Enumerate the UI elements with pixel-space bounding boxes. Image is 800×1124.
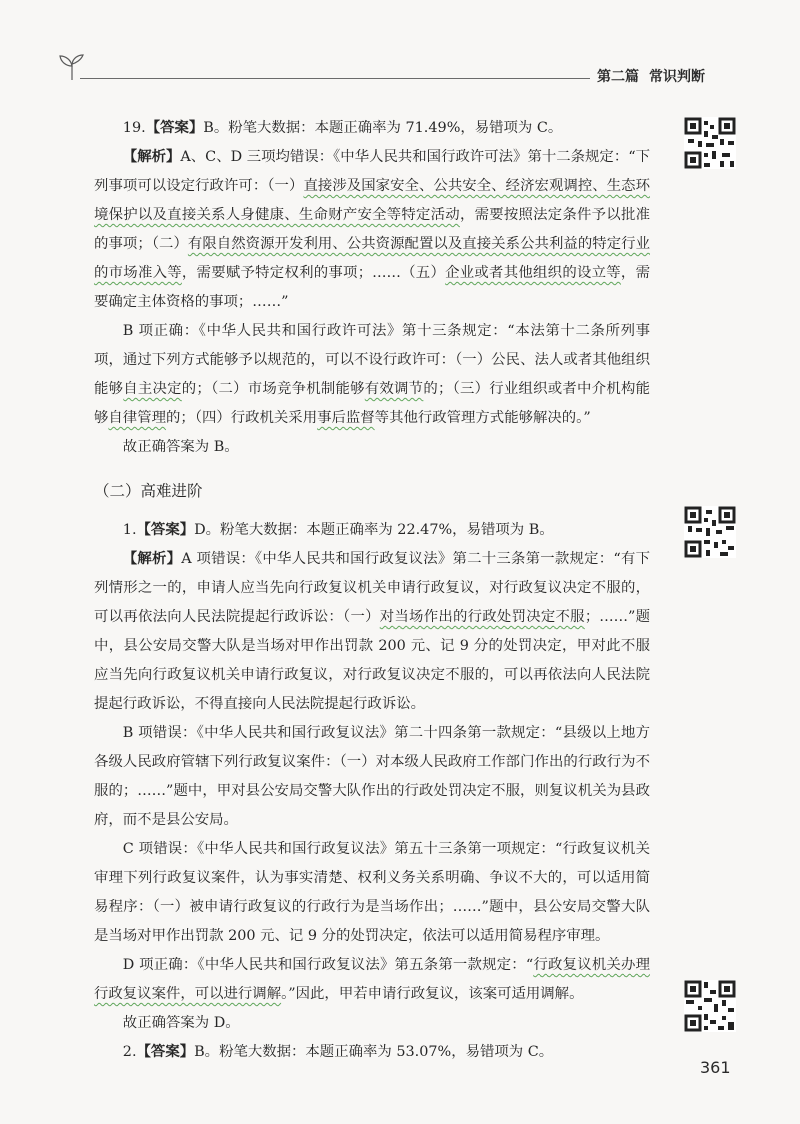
chapter-title: 常识判断 [649,69,705,85]
qr-code-icon[interactable] [684,117,736,169]
header-rule [80,78,590,79]
q1-answer: 1.【答案】D。粉笔大数据：本题正确率为 22.47%，易错项为 B。 [122,522,554,538]
page-body [94,114,650,1067]
part-label: 第二篇 [597,69,639,85]
q1-conclusion: 故正确答案为 D。 [122,1015,240,1031]
qr-code-icon[interactable] [684,506,736,558]
q19-conclusion: 故正确答案为 B。 [122,439,239,455]
section-heading: （二）高难进阶 [94,482,203,500]
q1-analysis-b: B 项错误：《中华人民共和国行政复议法》第二十四条第一款规定：“县级以上地方各级人民政府管辖下列行政复议案件：（一）对本级人民政府工作部门作出的行政行为不服的；……”题中，甲对县公安局交警大队作出的行政处罚决定不服，则复议机关为县政府，而不是县公安局。 [94,725,650,828]
q19-analysis-acd: 【解析】A、C、D 三项均错误：《中华人民共和国行政许可法》第十二条规定：“下列事项可以设定行政许可：（一）直接涉及国家安全、公共安全、经济宏观调控、生态环境保护以及直接关系人身健康、生命财产安全等特定活动，需要按照法定条件予以批准的事项；（二）有限自然资源开发利用、公共资源配置以及直接关系公共利益的特定行业的市场准入等，需要赋予特定权利的事项；……（五）企业或者其他组织的设立等，需要确定主体资格的事项；……” [94,149,650,310]
q19-answer: 19.【答案】B。粉笔大数据：本题正确率为 71.49%，易错项为 C。 [122,120,563,136]
q1-analysis-d: D 项正确：《中华人民共和国行政复议法》第五条第一款规定：“行政复议机关办理行政复议案件，可以进行调解。”因此，甲若申请行政复议，该案可适用调解。 [94,957,650,1002]
q2-answer: 2.【答案】B。粉笔大数据：本题正确率为 53.07%，易错项为 C。 [122,1044,554,1060]
qr-code-icon[interactable] [684,980,736,1032]
page-number: 361 [700,1058,731,1077]
q19-analysis-b: B 项正确：《中华人民共和国行政许可法》第十三条规定：“本法第十二条所列事项，通过下列方式能够予以规范的，可以不设行政许可：（一）公民、法人或者其他组织能够自主决定的；（二）市场竞争机制能够有效调节的；（三）行业组织或者中介机构能够自律管理的；（四）行政机关采用事后监督等其他行政管理方式能够解决的。” [94,323,650,426]
q1-analysis-a: 【解析】A 项错误：《中华人民共和国行政复议法》第二十三条第一款规定：“有下列情形之一的，申请人应当先向行政复议机关申请行政复议，对行政复议决定不服的，可以再依法向人民法院提起行政诉讼：（一）对当场作出的行政处罚决定不服；……”题中，县公安局交警大队是当场对甲作出罚款 200 元、记 9 分的处罚决定，甲对此不服应当先向行政复议机关申请行政复议，对行政复议决定不服的，可以再依法向人民法院提起行政诉讼，不得直接向人民法院提起行政诉讼。 [94,551,650,712]
running-head [597,66,705,86]
q1-analysis-c: C 项错误：《中华人民共和国行政复议法》第五十三条第一项规定：“行政复议机关审理下列行政复议案件，认为事实清楚、权利义务关系明确、争议不大的，可以适用简易程序：（一）被申请行政复议的行政行为是当场作出；……”题中，县公安局交警大队是当场对甲作出罚款 200 元、记 9 分的处罚决定，依法可以适用简易程序审理。 [94,841,650,944]
